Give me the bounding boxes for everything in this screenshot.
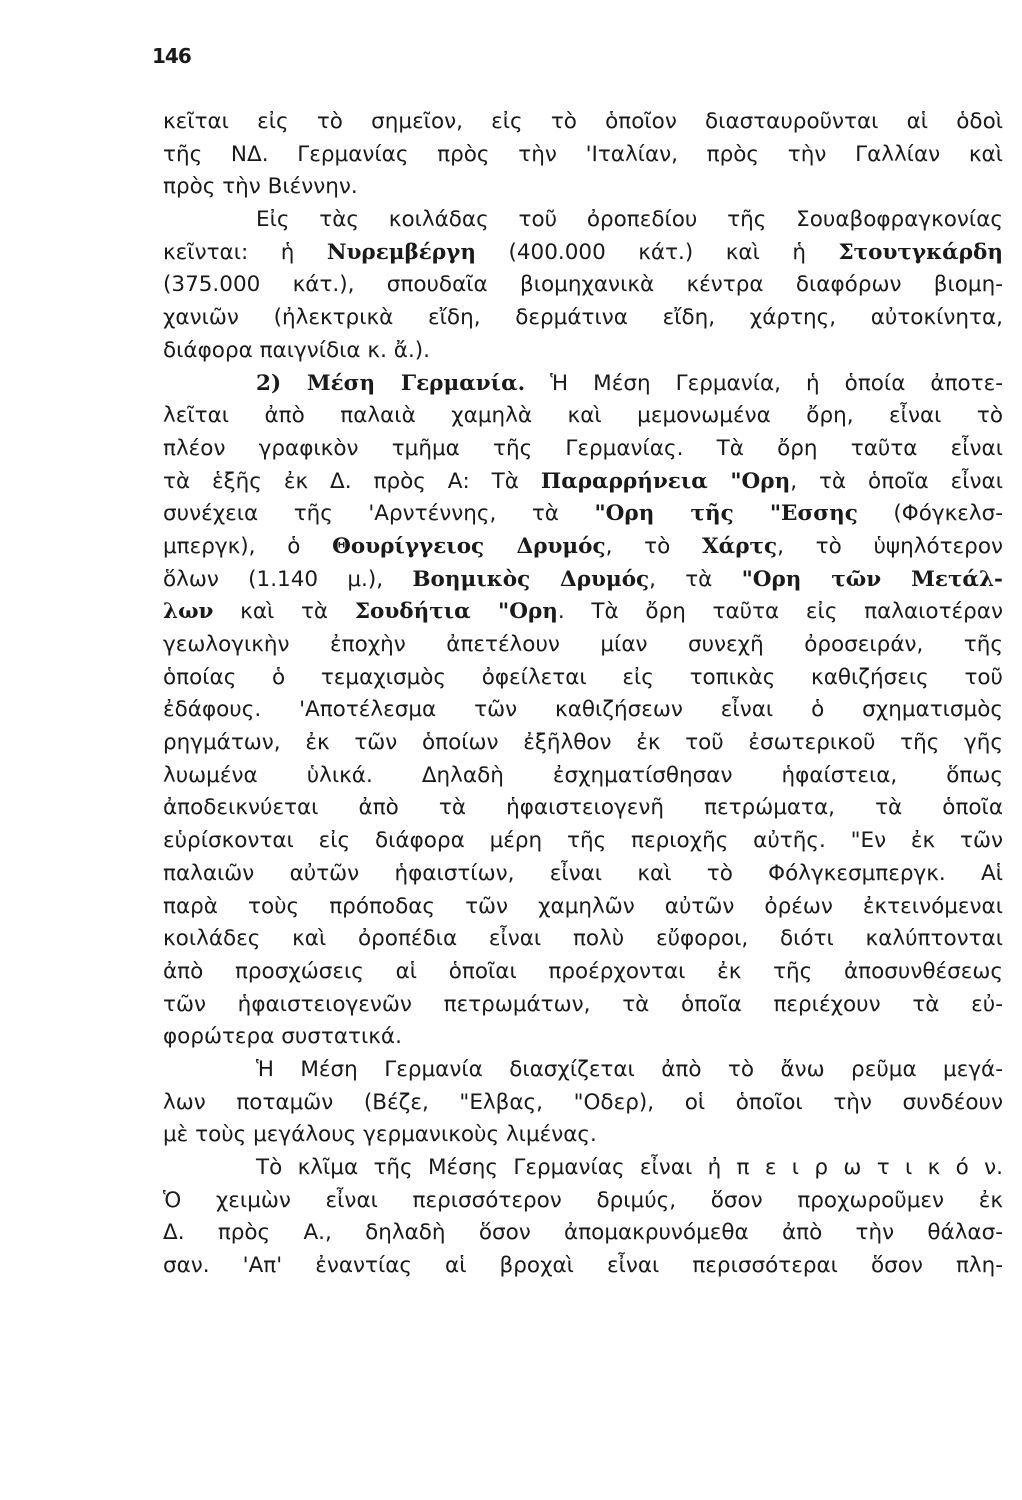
text-segment: μὲ τοὺς μεγάλους γερμανικοὺς λιμένας. xyxy=(163,1122,597,1148)
text-segment: Τὸ κλῖμα τῆς Μέσης Γερμανίας εἶναι ἠ π ε ι ρ ω τ ι κ ό ν. xyxy=(256,1155,1003,1180)
text-line xyxy=(163,204,1003,237)
text-line xyxy=(163,269,1003,302)
text-line xyxy=(163,923,1003,956)
text-segment: Δ. πρὸς Α., δηλαδὴ ὅσον ἀπομακρυνόμεθα ἀπὸ τὴν θάλασ- xyxy=(163,1220,1003,1246)
text-segment: τὰ ἑξῆς ἐκ Δ. πρὸς Α: Τὰ xyxy=(163,468,541,494)
text-segment: μπεργκ), ὁ xyxy=(163,533,333,559)
text-segment: τῶν ἡφαιστειογενῶν πετρωμάτων, τὰ ὁποῖα περιέχουν τὰ εὐ- xyxy=(163,991,1003,1017)
text-segment: (Φόγκελσ- xyxy=(857,501,1003,527)
text-segment: κεῖνται: ἡ xyxy=(163,239,327,265)
text-line xyxy=(163,302,1003,335)
bold-term: Στουτγκάρδη xyxy=(838,239,1003,265)
text-segment: ὅλων (1.140 μ.), xyxy=(163,566,413,592)
text-segment: συνέχεια τῆς 'Αρντέννης, τὰ xyxy=(163,501,595,527)
text-segment: παλαιῶν αὐτῶν ἡφαιστίων, εἶναι καὶ τὸ Φόλγκεσμπεργκ. Αἱ xyxy=(163,860,1003,886)
text-line xyxy=(163,1250,1003,1283)
page-number: 146 xyxy=(152,44,191,68)
bold-term: λων xyxy=(163,599,214,625)
text-segment: Ἡ Μέση Γερμανία διασχίζεται ἀπὸ τὸ ἄνω ρεῦμα μεγά- xyxy=(256,1056,1003,1082)
text-segment: κεῖται εἰς τὸ σημεῖον, εἰς τὸ ὁποῖον διασταυροῦνται αἱ ὁδοὶ xyxy=(163,109,1003,134)
text-line xyxy=(163,237,1003,270)
text-segment: (400.000 κάτ.) καὶ ἡ xyxy=(475,239,839,265)
text-segment: λων ποταμῶν (Βέζε, "Ελβας, "Οδερ), οἱ ὁποῖοι τὴν συνδέουν xyxy=(163,1089,1003,1115)
text-segment: κοιλάδες καὶ ὀροπέδια εἶναι πολὺ εὔφοροι, διότι καλύπτονται xyxy=(163,926,1003,952)
text-segment: , τὰ xyxy=(649,566,742,592)
body-text xyxy=(163,106,1003,1283)
text-line xyxy=(163,858,1003,891)
text-segment: λυωμένα ὑλικά. Δηλαδὴ ἐσχηματίσθησαν ἡφαίστεια, ὅπως xyxy=(163,762,1003,788)
text-line xyxy=(163,1185,1003,1218)
text-segment: . Τὰ ὄρη ταῦτα εἰς παλαιοτέραν xyxy=(557,599,1003,625)
bold-term: Βοημικὸς Δρυμός xyxy=(412,566,650,592)
text-segment: τῆς ΝΔ. Γερμανίας πρὸς τὴν 'Ιταλίαν, πρὸς τὴν Γαλλίαν καὶ xyxy=(163,141,1003,167)
text-line xyxy=(163,106,1003,139)
bold-term: 2) Μέση Γερμανία. xyxy=(256,370,526,396)
text-segment: φορώτερα συστατικά. xyxy=(163,1024,402,1050)
text-line xyxy=(163,825,1003,858)
text-line xyxy=(163,1119,1003,1152)
text-segment: ἀποδεικνύεται ἀπὸ τὰ ἡφαιστειογενῆ πετρώματα, τὰ ὁποῖα xyxy=(163,795,1003,821)
text-line xyxy=(163,956,1003,989)
text-line xyxy=(163,400,1003,433)
text-line xyxy=(163,498,1003,531)
text-line xyxy=(163,466,1003,499)
text-segment: διάφορα παιγνίδια κ. ἄ.). xyxy=(163,337,430,363)
text-segment: ὁποίας ὁ τεμαχισμὸς ὀφείλεται εἰς τοπικὰς καθιζήσεις τοῦ xyxy=(163,664,1003,690)
bold-term: Χάρτς xyxy=(701,533,778,559)
text-line xyxy=(163,368,1003,401)
text-line xyxy=(163,139,1003,172)
text-segment: Ὁ χειμὼν εἶναι περισσότερον δριμύς, ὅσον προχωροῦμεν ἐκ xyxy=(163,1187,1003,1213)
text-segment: χανιῶν (ἠλεκτρικὰ εἴδη, δερμάτινα εἴδη, χάρτης, αὐτοκίνητα, xyxy=(163,305,1003,331)
text-segment: καὶ τὰ xyxy=(213,599,355,625)
text-line xyxy=(163,171,1003,204)
text-line xyxy=(163,629,1003,662)
text-segment: ρηγμάτων, ἐκ τῶν ὁποίων ἐξῆλθον ἐκ τοῦ ἐσωτερικοῦ τῆς γῆς xyxy=(163,730,1003,756)
text-segment: πρὸς τὴν Βιέννην. xyxy=(163,174,358,200)
text-line xyxy=(163,531,1003,564)
text-segment: , τὰ ὁποῖα εἶναι xyxy=(790,468,1003,494)
bold-term: Νυρεμβέργη xyxy=(326,239,476,265)
bold-term: Σουδήτια "Ορη xyxy=(354,599,558,625)
text-segment: , τὸ ὑψηλότερον xyxy=(777,533,1003,559)
text-segment: ἀπὸ προσχώσεις αἱ ὁποῖαι προέρχονται ἐκ τῆς ἀποσυνθέσεως xyxy=(163,958,1003,984)
text-segment: ἐδάφους. 'Αποτέλεσμα τῶν καθιζήσεων εἶναι ὁ σχηματισμὸς xyxy=(163,697,1003,723)
text-segment: , τὸ xyxy=(605,533,702,559)
text-segment: λεῖται ἀπὸ παλαιὰ χαμηλὰ καὶ μεμονωμένα ὄρη, εἶναι τὸ xyxy=(163,403,1003,429)
text-line xyxy=(163,335,1003,368)
text-line xyxy=(163,1054,1003,1087)
text-line xyxy=(163,1087,1003,1120)
text-line xyxy=(163,1217,1003,1250)
text-line xyxy=(163,433,1003,466)
text-line xyxy=(163,727,1003,760)
text-segment: παρὰ τοὺς πρόποδας τῶν χαμηλῶν αὐτῶν ὀρέων ἐκτεινόμεναι xyxy=(163,893,1003,919)
text-segment: εὑρίσκονται εἰς διάφορα μέρη τῆς περιοχῆς αὐτῆς. "Εν ἐκ τῶν xyxy=(163,828,1003,854)
bold-term: Θουρίγγειος Δρυμός xyxy=(332,533,606,559)
bold-term: "Ορη τῶν Μετάλ- xyxy=(741,566,1003,592)
text-line xyxy=(163,694,1003,727)
text-line xyxy=(163,989,1003,1022)
text-line xyxy=(163,1021,1003,1054)
text-segment: Εἰς τὰς κοιλάδας τοῦ ὀροπεδίου τῆς Σουαβοφραγκονίας xyxy=(256,207,1003,233)
text-line xyxy=(163,596,1003,629)
text-segment: γεωλογικὴν ἐποχὴν ἀπετέλουν μίαν συνεχῆ ὀροσειράν, τῆς xyxy=(163,632,1003,657)
text-segment: σαν. 'Απ' ἐναντίας αἱ βροχαὶ εἶναι περισσότεραι ὅσον πλη- xyxy=(163,1253,1003,1279)
text-line xyxy=(163,1152,1003,1185)
text-line xyxy=(163,891,1003,924)
bold-term: Παραρρήνεια "Ορη xyxy=(540,468,791,494)
text-line xyxy=(163,662,1003,695)
text-line xyxy=(163,760,1003,793)
text-line xyxy=(163,792,1003,825)
bold-term: "Ορη τῆς "Εσσης xyxy=(594,501,858,527)
text-segment: Ἡ Μέση Γερμανία, ἡ ὁποία ἀποτε- xyxy=(525,370,1003,396)
text-segment: πλέον γραφικὸν τμῆμα τῆς Γερμανίας. Τὰ ὄρη ταῦτα εἶναι xyxy=(163,435,1003,461)
text-line xyxy=(163,564,1003,597)
text-segment: (375.000 κάτ.), σπουδαῖα βιομηχανικὰ κέντρα διαφόρων βιομη- xyxy=(163,272,1003,298)
